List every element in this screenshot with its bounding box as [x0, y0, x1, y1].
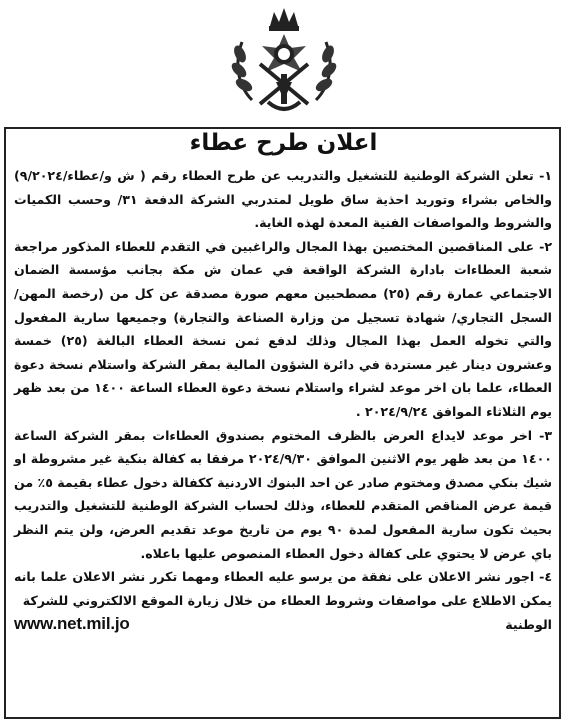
clause-1: ١- تعلن الشركة الوطنية للتشغيل والتدريب عن طرح العطاء رقم ( ش و/عطاء/٩/٢٠٢٤) والخاص بشراء وتوريد احذية ساق طويل لمتدربي الشركة الدفعة ٣١/ وحسب الكميات والشروط والمواصفات الفنية المعدة لهذه الغاية.	[14, 168, 552, 231]
closing-line	[14, 612, 552, 637]
jordan-armed-forces-crest-icon	[224, 4, 344, 124]
notice-body	[14, 164, 552, 637]
clause-3: ٣- اخر موعد لايداع العرض بالظرف المختوم بصندوق العطاءات بمقر الشركة الساعة ١٤٠٠ من بعد ظهر يوم الاثنين الموافق ٢٠٢٤/٩/٣٠ مرفقا به كفالة بنكية غير مشروطة او شيك بنكي مصدق ومختوم صادر عن احد البنوك الاردنية ككفالة دخول عطاء بقيمة ٥٪ من قيمة عرض المناقص المتقدم للعطاء، وذلك لحساب الشركة الوطنية للتشغيل والتدريب بحيث تكون سارية المفعول لمدة ٩٠ يوم من تاريخ موعد تقديم العرض، ولن يتم النظر باي عرض لا يحتوي على كفالة دخول العطاء المنصوص عليها باعلاه.	[14, 427, 553, 561]
clause-4: ٤- اجور نشر الاعلان على نفقة من يرسو عليه العطاء ومهما تكرر نشر الاعلان علما بانه يمكن الاطلاع على مواصفات وشروط العطاء من خلال زيارة الموقع الالكتروني للشركة	[14, 569, 552, 608]
closing-word: الوطنية	[505, 617, 552, 633]
website-link[interactable]: www.net.mil.jo	[14, 614, 130, 634]
notice-title: اعلان طرح عطاء	[189, 130, 378, 156]
clause-2: ٢- على المناقصين المختصين بهذا المجال والراغبين في التقدم للعطاء المذكور مراجعة شعبة العطاءات بادارة الشركة الواقعة في عمان ش مكة بجانب مؤسسة الضمان الاجتماعي عمارة رقم (٢٥) مصطحبين معهم صورة مصدقة عن كل من (رخصة المهن/ السجل التجاري/ شهادة تسجيل من وزارة الصناعة والتجارة) وجميعها سارية المفعول والتي تخوله العمل بهذا المجال وذلك لدفع ثمن نسخة العطاء البالغة (٢٥) خمسة وعشرون دينار غير مستردة في دائرة الشؤون المالية بمقر الشركة واستلام نسخة دعوة العطاء، علما بان اخر موعد لشراء واستلام نسخة دعوة العطاء الساعة ١٤٠٠ من بعد ظهر يوم الثلاثاء الموافق ٢٠٢٤/٩/٢٤ .	[14, 238, 553, 419]
